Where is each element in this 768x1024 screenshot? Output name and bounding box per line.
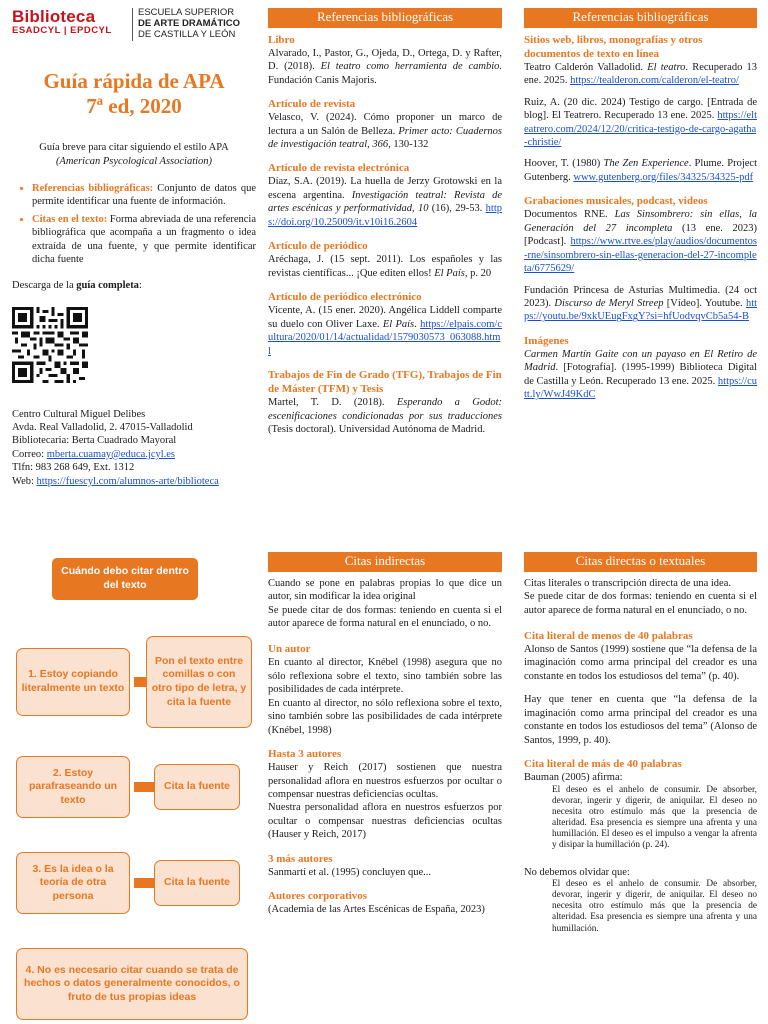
reference-title-italic: Investigación teatral: Revista de artes escénicas y performatividad, 10 <box>268 189 502 215</box>
definitions-list <box>32 182 256 267</box>
reference-link[interactable]: www.gutenberg.org/files/34325/34325-pdf <box>573 171 754 183</box>
subsection-title: 3 más autores <box>268 852 333 865</box>
contact-address: Avda. Real Valladolid, 2. 47015-Valladolid <box>12 421 193 433</box>
qr-code-icon[interactable] <box>12 307 88 383</box>
school-line: ESCUELA SUPERIOR <box>138 7 235 18</box>
subsection-title: Autores corporativos <box>268 890 368 903</box>
reference-type-title: Grabaciones musicales, podcast, videos <box>524 195 708 208</box>
reference-link[interactable]: https://elpais.com/cultura/2020/01/14/actualidad/1579030573_063088.html <box>268 318 503 357</box>
reference-text: Ruiz, A. (20 dic. 2024) Testigo de cargo. [Entrada de blog]. El Teatrero. Recuperado 13 ene. 2025. <box>524 96 757 122</box>
reference-entry <box>524 284 757 324</box>
reference-entry <box>524 96 757 150</box>
reference-link[interactable]: https://youtu.be/9xkUEugFxgY?si=hfUodvqvCb5a54-B <box>524 297 758 323</box>
example-text: Hauser y Reich (2017) sostienen que nuestra personalidad aflora en nuestros esfuerzos por ocultar o compensar nuestras deficiencias ocultas. <box>268 762 502 801</box>
citation-flowchart <box>12 552 256 1024</box>
intro-text: Se puede citar de dos formas: teniendo en cuenta si el autor aparece de forma natural en el enunciado, o no. <box>268 604 502 629</box>
school-line: DE ARTE DRAMÁTICO <box>138 17 241 29</box>
subsection-title: Hasta 3 autores <box>268 748 342 761</box>
header-logo <box>12 8 256 41</box>
library-logo-name: Biblioteca <box>12 7 96 26</box>
references-column-1 <box>268 8 502 436</box>
reference-text: Aréchaga, J. (15 sept. 2011). Los españoles y las revistas científicas... ¡Que editen ellos! <box>268 254 502 279</box>
reference-text: (16), 29-53. <box>428 203 483 215</box>
reference-entry <box>524 61 757 88</box>
intro-text: Citas literales o transcripción directa de una idea. <box>524 577 732 589</box>
reference-type-title: Sitios web, libros, monografías y otros documentos de texto en línea <box>524 33 703 60</box>
references-list <box>268 33 502 437</box>
reference-title-italic: El teatro <box>647 61 686 73</box>
download-suffix: : <box>138 279 142 291</box>
guide-edition: 7ª ed, 2020 <box>86 93 182 118</box>
reference-text: Alvarado, I., Pastor, G., Ojeda, D., Ortega, D. y Rafter, D. (2018). <box>268 47 502 73</box>
example-text: En cuanto al director, Knébel (1998) asegura que no sólo reflexiona sobre el texto, sino también sobre las posibilidades de cada intérprete. <box>268 657 502 696</box>
reference-link[interactable]: https://cutt.ly/WwJ49KdC <box>524 375 757 401</box>
reference-entry <box>268 111 502 151</box>
reference-text: (Tesis doctoral). Universidad Autónoma de Madrid. <box>268 424 486 436</box>
reference-title-italic: Primer acto: Cuadernos de investigación teatral, 366 <box>268 125 502 150</box>
section-header: Referencias bibliográficas <box>524 8 757 28</box>
indirect-citations-column <box>268 552 502 917</box>
direct-citations-column <box>524 552 757 935</box>
school-name <box>132 8 240 41</box>
example-text: (Academia de las Artes Escénicas de España, 2023) <box>268 904 485 916</box>
subsection-title: Cita literal de más de 40 palabras <box>524 758 682 771</box>
section-header: Citas directas o textuales <box>524 552 757 572</box>
contact-phone: Tlfn: 983 268 649, Ext. 1312 <box>12 462 135 474</box>
section-header: Referencias bibliográficas <box>268 8 502 28</box>
references-column-2 <box>524 8 757 402</box>
reference-entry <box>524 348 757 402</box>
reference-text: Díaz, S.A. (2019). La huella de Jerzy Grotowski en la escena argentina. <box>268 176 502 201</box>
reference-text: Documentos RNE. <box>524 209 615 221</box>
cover-column <box>12 8 256 488</box>
reference-type-title: Artículo de revista electrónica <box>268 162 410 175</box>
reference-entry <box>268 175 502 229</box>
reference-type-title: Artículo de periódico <box>268 240 368 253</box>
reference-title-italic: Las Sinsombrero: sin ellas, la Generación del 27 incompleta <box>524 209 757 234</box>
reference-text: . Plume. Project Gutenberg. <box>524 158 757 183</box>
flow-case: 3. Es la idea o la teoría de otra persona <box>16 852 130 914</box>
contact-librarian: Bibliotecaria: Berta Cuadrado Mayoral <box>12 435 177 447</box>
web-label: Web: <box>12 475 37 487</box>
example-text: Sanmartí et al. (1995) concluyen que... <box>268 866 431 878</box>
reference-text: (13 ene. 2023) [Podcast]. <box>524 222 757 248</box>
reference-title-italic: The Zen Experience <box>603 158 689 170</box>
contact-line: Centro Cultural Miguel Delibes <box>12 408 146 420</box>
reference-link[interactable]: https://www.rtve.es/play/audios/documentos-rne/sinsombrero-sin-ellas-generacion-del-27-incompleta/6775629/ <box>524 236 757 275</box>
reference-text: . [Fotografía]. (1995-1999) Biblioteca Digital de Castilla y León. Recuperado 13 ene. 2025. <box>524 362 757 387</box>
download-line <box>12 279 256 292</box>
reference-type-title: Trabajos de Fin de Grado (TFG), Trabajos de Fin de Máster (TFM) y Tesis <box>268 369 502 396</box>
reference-type-title: Libro <box>268 33 295 46</box>
reference-title-italic: El teatro como herramienta de cambio. <box>320 61 503 73</box>
reference-text: Fundación Princesa de Asturias Multimedia. (24 oct 2023). <box>524 284 757 309</box>
flow-note: 4. No es necesario citar cuando se trata de hechos o datos generalmente conocidos, o fruto de tus propias ideas <box>16 948 248 1020</box>
download-bold: guía completa <box>76 279 139 291</box>
intro-text: Se puede citar de dos formas: teniendo en cuenta si el autor aparece de forma natural en el enunciado, o no. <box>524 591 757 616</box>
list-item <box>32 213 256 267</box>
example-text: Hay que tener en cuenta que “la defensa de la imaginación como arma principal del creador es una constante en todos los estudiosos del tema” (Alonso de Santos, 1999, p. 40). <box>524 694 757 746</box>
reference-link[interactable]: https://tealderon.com/calderon/el-teatro/ <box>570 75 739 87</box>
example-text: Alonso de Santos (1999) sostiene que “la defensa de la imaginación como arma principal del creador es una constante en todos los estudiosos del tema” (p. 40). <box>524 644 757 682</box>
library-logo <box>12 8 124 36</box>
reference-entry <box>268 396 502 436</box>
block-quote: El deseo es el anhelo de consumir. De absorber, devorar, ingerir y digerir, de aniquilar. El deseo no necesita otro estímulo más que la presencia de alteridad. Esa presencia es siempre una afrenta y una humillación. El deseo es el impulso a vengar la afrenta y disipar la humillación (p. 24). <box>552 784 757 851</box>
reference-text: . Recuperado 13 ene. 2025. <box>524 61 757 87</box>
reference-entry <box>268 304 502 358</box>
reference-text: Velasco, V. (2024). Cómo proponer un marco de lectura a un Salón de Belleza. <box>268 112 502 137</box>
references-list <box>524 33 757 402</box>
reference-title-italic: El País <box>382 318 415 330</box>
intro-subtitle: (American Psycological Association) <box>55 155 213 167</box>
reference-text: , p. 20 <box>464 267 492 279</box>
reference-title-italic: Discurso de Meryl Streep <box>554 297 664 309</box>
guide-title <box>12 69 256 119</box>
reference-entry <box>268 253 502 280</box>
reference-text: Martel, T. D. (2018). <box>268 397 397 409</box>
download-prefix: Descarga de la <box>12 279 77 291</box>
reference-text: Fundación Canis Majoris. <box>268 74 377 86</box>
section-header: Citas indirectas <box>268 552 502 572</box>
flow-action: Cita la fuente <box>154 764 240 810</box>
flow-action: Cita la fuente <box>154 860 240 906</box>
definition-text: Forma abreviada de una referencia bibliográfica que acompaña a un fragmento o idea extraída de una fuente, y que permite identificar dicha fuente <box>32 213 257 266</box>
reference-entry <box>268 47 502 87</box>
reference-entry <box>524 208 757 275</box>
block-quote: El deseo es el anhelo de consumir. De absorber, devorar, ingerir y digerir, de aniquilar. El deseo no necesita otro estímulo más que la presencia de alteridad. Esa presencia es siempre una afrenta y una humillación. <box>552 878 757 934</box>
contact-info <box>12 408 256 489</box>
reference-type-title: Artículo de periódico electrónico <box>268 291 422 304</box>
reference-text: , 130-132 <box>388 138 429 150</box>
reference-link[interactable]: https://doi.org/10.25009/it.v10i16.2604 <box>268 203 503 228</box>
subsection-title: Cita literal de menos de 40 palabras <box>524 629 693 642</box>
guide-title-line: Guía rápida de APA <box>43 68 225 93</box>
definition-term: Citas en el texto: <box>32 213 108 225</box>
reference-title-italic: El País <box>434 267 465 279</box>
reference-text: Vicente, A. (15 ener. 2020). Angélica Liddell comparte su duelo con Oliver Laxe. <box>268 305 502 330</box>
reference-title-italic: Carmen Martín Gaite con un payaso en El Retiro de Madrid <box>524 348 757 374</box>
quote-lead: Bauman (2005) afirma: <box>524 772 623 784</box>
definition-term: Referencias bibliográficas: <box>32 183 154 195</box>
flow-action: Pon el texto entre comillas o con otro tipo de letra, y cita la fuente <box>146 636 252 728</box>
example-text: En cuanto al director, no sólo reflexiona sobre el texto, sino también sobre las posibilidades de cada intérprete (Knébel, 1998) <box>268 697 502 736</box>
mail-link[interactable]: mberta.cuamay@educa.jcyl.es <box>46 448 176 460</box>
reference-text: Hoover, T. (1980) <box>524 158 604 170</box>
example-text: Nuestra personalidad aflora en nuestros esfuerzos por ocultar o compensar nuestras deficiencias ocultas (Hauser y Reich, 2017) <box>268 802 502 841</box>
web-link[interactable]: https://fuescyl.com/alumnos-arte/biblioteca <box>36 475 219 487</box>
flow-question: Cuándo debo citar dentro del texto <box>52 558 198 600</box>
list-item <box>32 182 256 209</box>
reference-text: Teatro Calderón Valladolid. <box>524 61 648 73</box>
intro-text: Cuando se pone en palabras propias lo que dice un autor, sin modificar la idea original <box>268 577 502 603</box>
reference-entry <box>524 157 757 184</box>
reference-text: . <box>414 318 417 330</box>
subsection-title: Un autor <box>268 643 311 656</box>
contact-web <box>12 475 256 488</box>
library-logo-sub: ESADCYL | EPDCYL <box>12 25 112 36</box>
reference-text: [Vídeo]. Youtube. <box>663 297 743 309</box>
intro-text: Guía breve para citar siguiendo el estilo APA <box>39 142 229 154</box>
reference-type-title: Artículo de revista <box>268 98 356 111</box>
flow-case: 1. Estoy copiando literalmente un texto <box>16 648 130 716</box>
school-line: DE CASTILLA Y LEÓN <box>138 28 236 40</box>
mail-label: Correo: <box>12 448 47 460</box>
definition-text: Conjunto de datos que permite identificar una fuente de información. <box>32 183 256 208</box>
guide-intro <box>12 141 256 168</box>
reference-title-italic: Esperando a Godot: escenificaciones condicionadas por sus traducciones <box>268 397 502 422</box>
flow-case: 2. Estoy parafraseando un texto <box>16 756 130 818</box>
quote-lead: No debemos olvidar que: <box>524 866 630 878</box>
contact-mail <box>12 448 256 461</box>
reference-type-title: Imágenes <box>524 334 569 347</box>
reference-link[interactable]: https://elteatrero.com/2024/12/20/critica-testigo-de-cargo-agatha-christie/ <box>524 110 758 148</box>
